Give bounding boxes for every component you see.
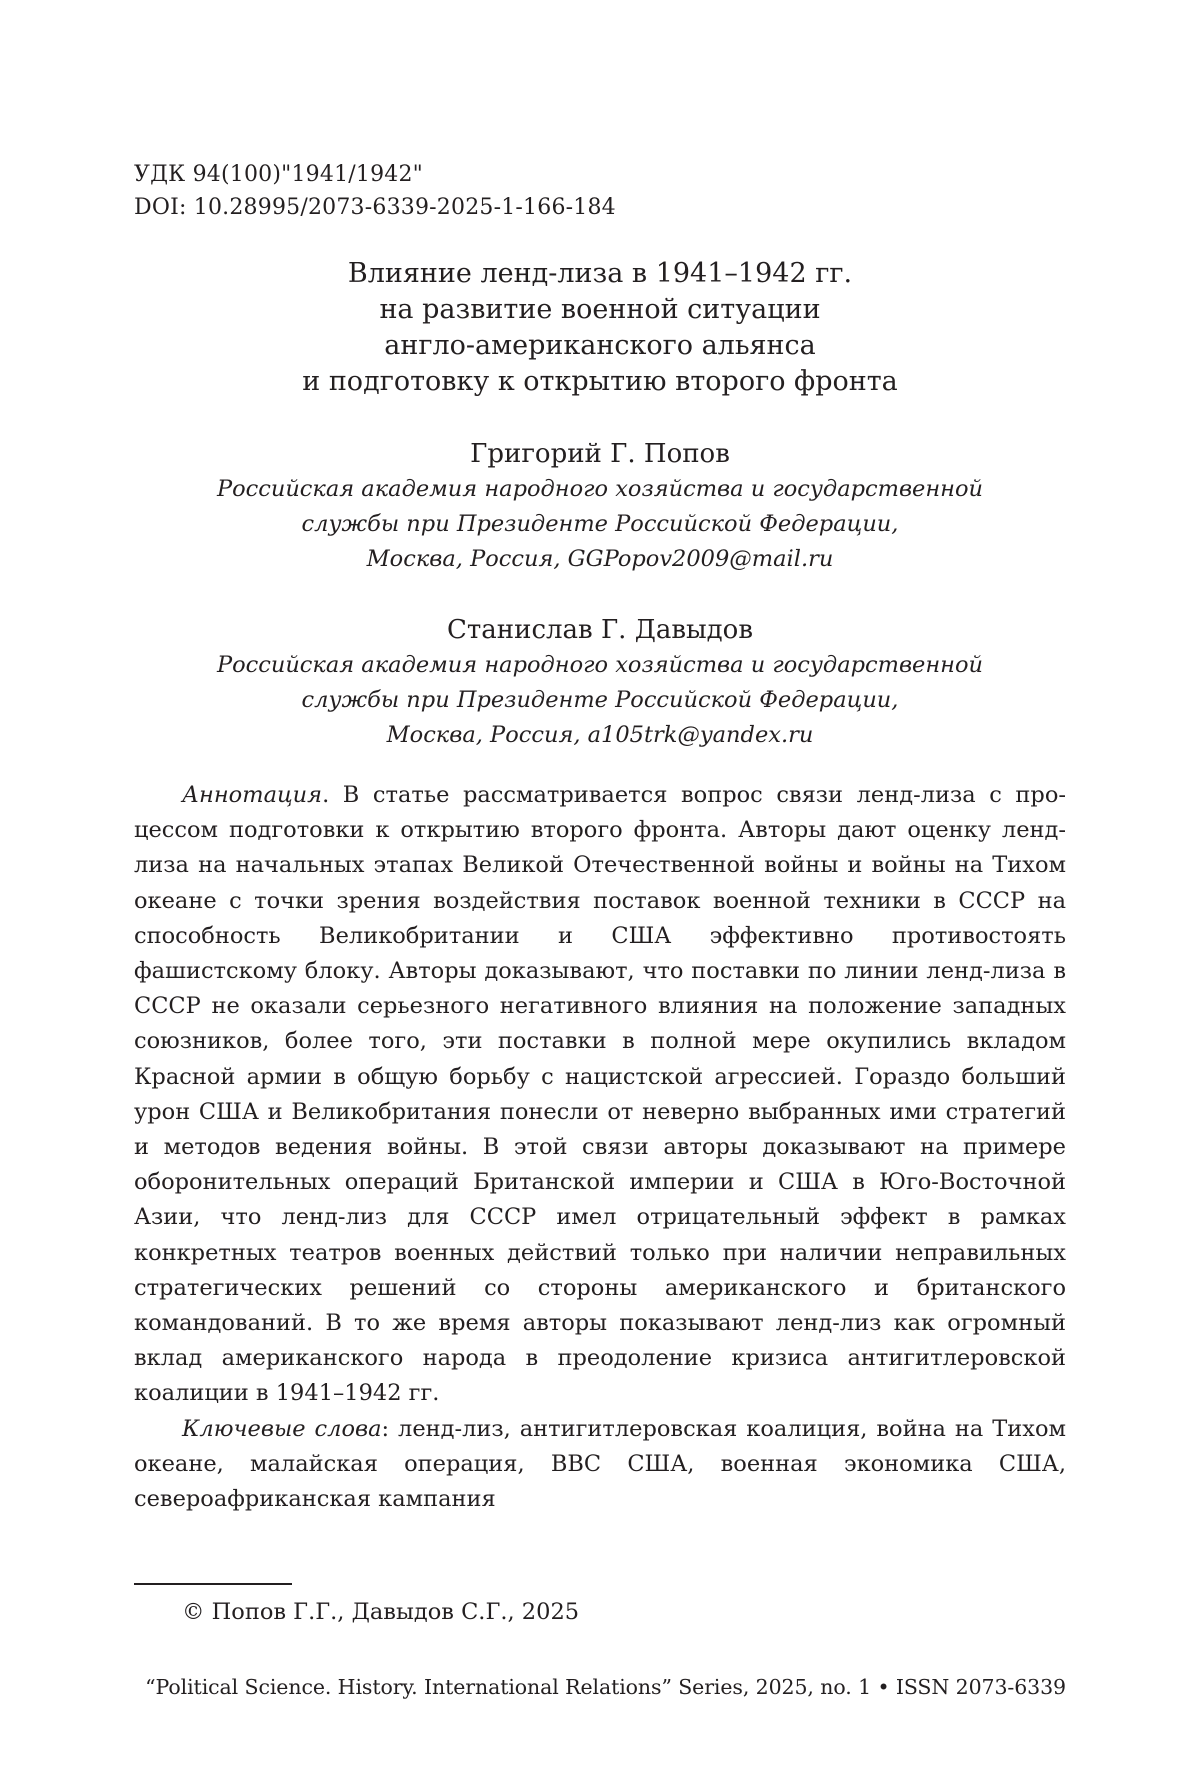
affiliation-line: службы при Президенте Российской Федерации, xyxy=(301,687,899,713)
footnote-divider xyxy=(134,1583,292,1585)
keywords-paragraph xyxy=(134,1412,1066,1518)
affiliation-line-with-email[interactable]: Москва, Россия, a105trk@yandex.ru xyxy=(386,722,814,748)
title-line: и подготовку к открытию второго фронта xyxy=(302,366,898,397)
doi[interactable]: DOI: 10.28995/2073-6339-2025-1-166-184 xyxy=(134,195,616,220)
udc-code: УДК 94(100)"1941/1942" xyxy=(134,162,423,187)
article-metadata xyxy=(134,158,616,224)
running-footer: “Political Science. History. International Relations” Series, 2025, no. 1 • ISSN 2073-6339 xyxy=(145,1675,1066,1699)
keywords-label: Ключевые слова xyxy=(182,1415,382,1442)
copyright-note: © Попов Г.Г., Давыдов С.Г., 2025 xyxy=(182,1599,580,1625)
author-name: Станислав Г. Давыдов xyxy=(447,615,753,645)
abstract-label: Аннотация xyxy=(182,782,323,808)
title-line: на развитие военной ситуации xyxy=(379,294,821,325)
affiliation-line: службы при Президенте Российской Федерации, xyxy=(301,511,899,537)
author-block xyxy=(134,612,1066,753)
author-name: Григорий Г. Попов xyxy=(470,439,730,469)
title-line: Влияние ленд-лиза в 1941–1942 гг. xyxy=(347,258,853,289)
abstract-text: . В статье рассматривается вопрос связи ленд-лиза с процессом подготовки к открытию второго фронта. Авторы дают оценку ленд-лиза на начальных этапах Великой Отечественной войны и войны на Тихом океане с точки зрения воздействия поставок военной техники в СССР на способность Великобритании и США эффективно противостоять фашистскому блоку. Авторы доказывают, что поставки по линии ленд-лиза в СССР не оказали серьезного негативного влияния на положение западных союзников, более того, эти поставки в полной мере окупились вкладом Красной армии в общую борьбу с нацистской агрессией. Гораздо больший урон США и Великобритания понесли от неверно выбранных ими стратегий и методов ведения войны. В этой связи авторы доказывают на примере оборонительных операций Британской империи и США в Юго-Восточной Азии, что ленд-лиз для СССР имел отрицательный эффект в рамках конкретных театров военных действий только при наличии неправильных стратегических решений со стороны американского и британского командований. В то же время авторы показывают ленд-лиз как огромный вклад американского народа в преодоление кризиса антигитлеровской коалиции в 1941–1942 гг. xyxy=(134,782,1066,1407)
affiliation-line: Российская академия народного хозяйства и государственной xyxy=(216,476,984,502)
affiliation-line-with-email[interactable]: Москва, Россия, GGPopov2009@mail.ru xyxy=(366,546,834,572)
author-affiliation xyxy=(134,648,1066,753)
author-block xyxy=(134,436,1066,577)
affiliation-line: Российская академия народного хозяйства и государственной xyxy=(216,652,984,678)
abstract-paragraph xyxy=(134,778,1066,1412)
keywords-text: : ленд-лиз, антигитлеровская коалиция, война на Тихом океане, малайская операция, ВВС США, военная экономика США, североафриканская кампания xyxy=(134,1415,1067,1513)
abstract-section xyxy=(134,778,1066,1517)
article-title xyxy=(134,256,1066,400)
author-affiliation xyxy=(134,472,1066,577)
title-line: англо-американского альянса xyxy=(384,330,816,361)
